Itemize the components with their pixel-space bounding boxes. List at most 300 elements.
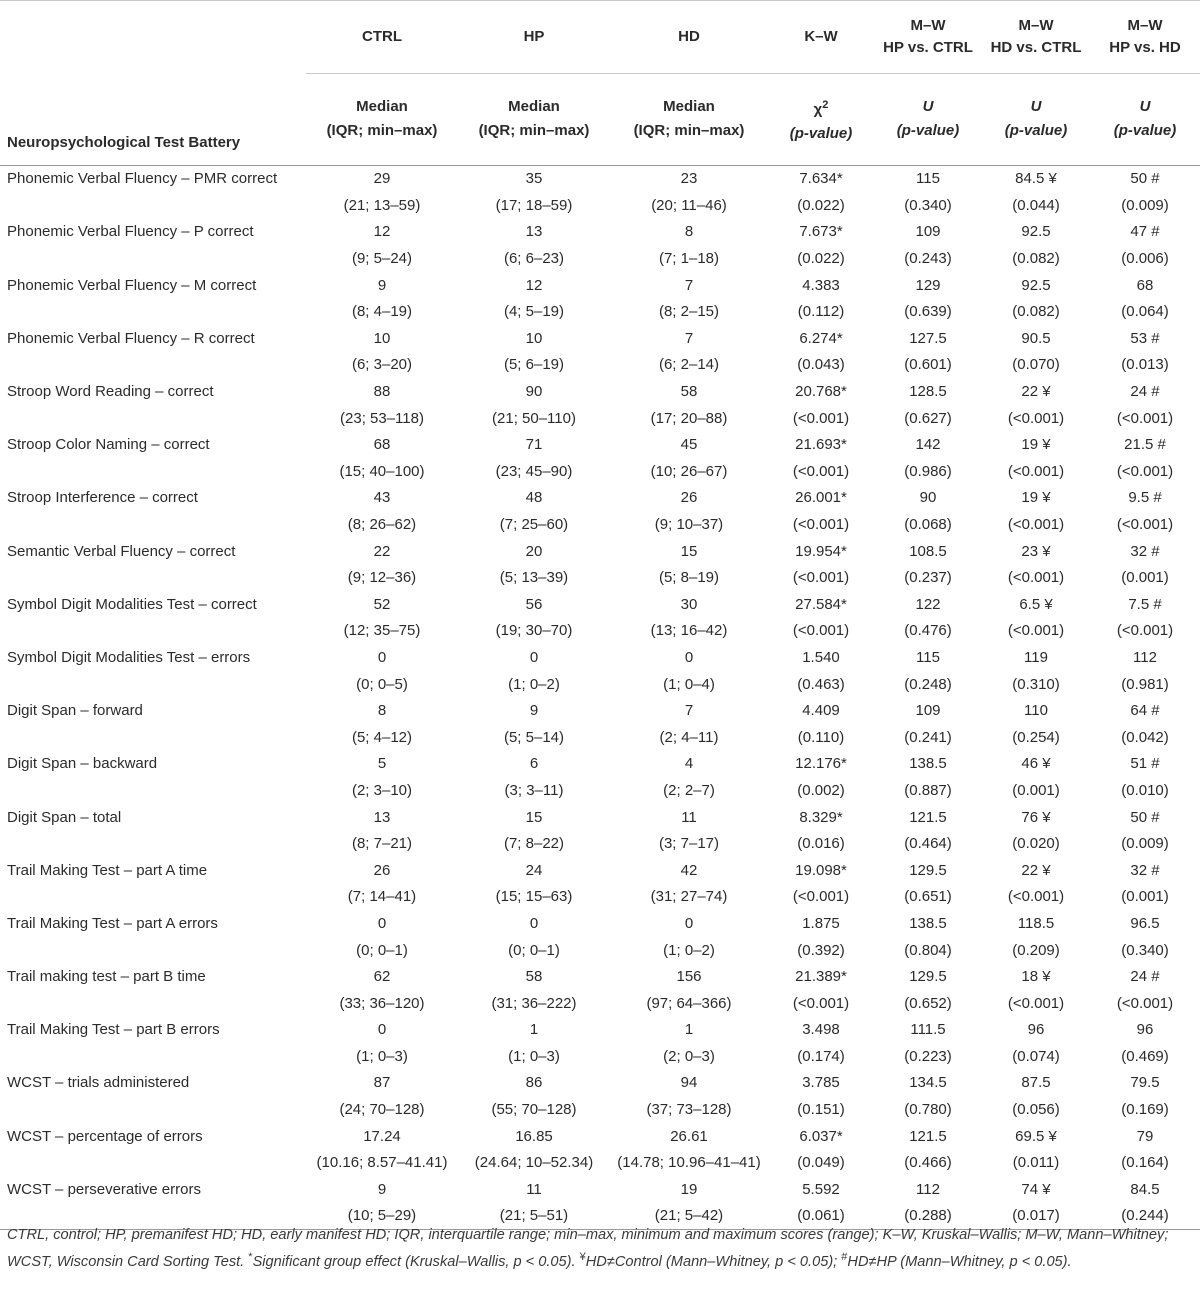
cell-detail: (10; 26–67) (650, 462, 728, 480)
cell-value: 115 (916, 170, 940, 188)
cell-detail: (5; 5–14) (503, 728, 565, 746)
test-name: Digit Span – total (7, 808, 122, 826)
cell-value: 79.5 (1130, 1074, 1160, 1092)
cell-detail: (0.209) (1012, 941, 1060, 959)
table-row (0, 910, 1200, 937)
cell-detail: (14.78; 10.96–41–41) (617, 1154, 761, 1172)
cell-value: 26 (373, 861, 391, 879)
header-group-label: CTRL (362, 28, 402, 45)
empty-cell (0, 458, 306, 485)
cell-value: 7.673* (799, 223, 843, 241)
cell-detail: (0.223) (904, 1047, 952, 1065)
header-group-label: M–W (1018, 17, 1054, 34)
cell-value: 50 # (1130, 808, 1160, 826)
header-stat-mw-hp-ctrl (874, 74, 982, 166)
header-group-hp (458, 1, 610, 74)
cell-detail: (5; 8–19) (658, 569, 720, 587)
cell-detail: (0.013) (1121, 356, 1169, 374)
cell-detail: (1; 0–2) (508, 675, 560, 693)
cell-detail: (2; 3–10) (351, 781, 413, 799)
cell-detail: (6; 3–20) (351, 356, 413, 374)
cell-value: 96.5 (1130, 914, 1160, 932)
cell-detail: (97; 64–366) (646, 994, 732, 1012)
cell-detail: (13; 16–42) (650, 622, 728, 640)
cell-detail: (0.464) (904, 835, 952, 853)
cell-detail: (<0.001) (792, 994, 850, 1012)
cell-value: 22 ¥ (1021, 383, 1051, 401)
table-row-detail (0, 618, 1200, 645)
cell-value: 21.5 # (1124, 436, 1166, 454)
cell-detail: (0.011) (1012, 1154, 1060, 1172)
cell-detail: (0.082) (1012, 303, 1060, 321)
cell-detail: (0.243) (904, 250, 952, 268)
empty-cell (0, 618, 306, 645)
header-stat-sublabel: (p-value) (896, 122, 960, 140)
table-row-detail (0, 352, 1200, 379)
cell-detail: (0.022) (797, 196, 845, 214)
cell-detail: (8; 2–15) (658, 303, 720, 321)
empty-cell (0, 245, 306, 272)
header-stat-hp (458, 74, 610, 166)
table-row-detail (0, 830, 1200, 857)
cell-detail: (2; 4–11) (659, 728, 719, 746)
cell-detail: (0.169) (1121, 1101, 1169, 1119)
test-name: Phonemic Verbal Fluency – P correct (7, 223, 254, 241)
cell-detail: (1; 0–4) (663, 675, 715, 693)
cell-detail: (0.804) (904, 941, 952, 959)
cell-detail: (0.151) (797, 1101, 845, 1119)
header-stat-ctrl (306, 74, 458, 166)
cell-detail: (0.049) (797, 1154, 845, 1172)
cell-value: 79 (1136, 1127, 1154, 1145)
header-stat-sublabel: (IQR; min–max) (478, 122, 590, 140)
cell-detail: (<0.001) (792, 516, 850, 534)
table-row-detail (0, 298, 1200, 325)
cell-value: 19.098* (795, 861, 847, 879)
header-stat-label: Median (356, 98, 408, 116)
cell-value: 4.383 (802, 276, 840, 294)
table-row (0, 431, 1200, 458)
cell-detail: (0.248) (904, 675, 952, 693)
cell-value: 90 (525, 383, 543, 401)
cell-detail: (<0.001) (1116, 409, 1174, 427)
cell-value: 0 (377, 914, 387, 932)
cell-detail: (0.009) (1121, 835, 1169, 853)
cell-value: 86 (525, 1074, 543, 1092)
cell-value: 8 (377, 702, 387, 720)
cell-detail: (<0.001) (1116, 994, 1174, 1012)
footnote-abbreviations: CTRL, control; HP, premanifest HD; HD, early manifest HD; IQR, interquartile range; min–max, minimum and maximum scores (range); K–W, Kruskal–Wallis; M–W, Mann–Whitney; WCST, Wisconsin Card Sorting Test. (7, 1227, 1169, 1270)
cell-value: 129.5 (909, 968, 947, 986)
cell-value: 18 ¥ (1021, 968, 1051, 986)
cell-value: 9.5 # (1128, 489, 1162, 507)
header-group-label: K–W (804, 28, 838, 45)
table-row (0, 591, 1200, 618)
cell-detail: (3; 7–17) (658, 835, 720, 853)
cell-value: 127.5 (909, 329, 947, 347)
cell-detail: (21; 5–42) (610, 1203, 768, 1230)
cell-detail: (9; 12–36) (347, 569, 417, 587)
cell-value: 7.5 # (1128, 595, 1162, 613)
empty-cell (0, 1149, 306, 1176)
test-name: Digit Span – backward (7, 755, 158, 773)
cell-detail: (12; 35–75) (343, 622, 421, 640)
cell-value: 64 # (1130, 702, 1160, 720)
cell-detail: (31; 36–222) (491, 994, 577, 1012)
cell-value: 24 # (1130, 383, 1160, 401)
table-row-detail (0, 405, 1200, 432)
empty-cell (0, 1096, 306, 1123)
cell-value: 58 (680, 383, 698, 401)
test-name: Trail Making Test – part A errors (7, 914, 218, 932)
header-stat-mw-hd-ctrl (982, 74, 1090, 166)
cell-detail: (21; 13–59) (343, 196, 421, 214)
cell-detail: (0.082) (1012, 250, 1060, 268)
cell-detail: (0.001) (1012, 781, 1060, 799)
cell-value: 26.61 (670, 1127, 708, 1145)
table-row-detail (0, 564, 1200, 591)
cell-value: 19 (680, 1180, 698, 1198)
table-row-detail (0, 724, 1200, 751)
cell-detail: (6; 2–14) (658, 356, 720, 374)
cell-value: 13 (525, 223, 543, 241)
header-stat-label: U (1030, 98, 1042, 116)
header-group-label: HD (678, 28, 700, 45)
table-row (0, 219, 1200, 246)
cell-detail: (0.043) (797, 356, 845, 374)
cell-detail: (<0.001) (1116, 516, 1174, 534)
cell-value: 56 (525, 595, 543, 613)
table-row-detail (0, 937, 1200, 964)
cell-value: 121.5 (909, 1127, 947, 1145)
cell-detail: (0.001) (1121, 569, 1169, 587)
cell-value: 90.5 (1021, 329, 1051, 347)
test-name: Phonemic Verbal Fluency – PMR correct (7, 170, 278, 188)
header-group-comparison: HP vs. CTRL (883, 39, 973, 56)
cell-value: 45 (680, 436, 698, 454)
footnote-symbol: * (248, 1250, 253, 1263)
cell-value: 108.5 (909, 542, 947, 560)
test-name: Phonemic Verbal Fluency – M correct (7, 276, 257, 294)
header-group-kw (768, 1, 874, 74)
cell-detail: (0; 0–1) (508, 941, 560, 959)
cell-detail: (0.006) (1121, 250, 1169, 268)
header-row-stats (0, 74, 1200, 166)
footnote-text: Significant group effect (Kruskal–Wallis, p < 0.05). (252, 1253, 580, 1270)
test-name: Trail Making Test – part B errors (7, 1021, 220, 1039)
cell-value: 128.5 (909, 383, 947, 401)
cell-value: 90 (919, 489, 937, 507)
cell-value: 24 (525, 861, 543, 879)
header-stat-label: Median (508, 98, 560, 116)
cell-detail: (0.651) (904, 888, 952, 906)
table-row (0, 697, 1200, 724)
cell-value: 84.5 ¥ (1015, 170, 1057, 188)
cell-detail: (0.627) (904, 409, 952, 427)
cell-value: 156 (676, 968, 702, 986)
empty-cell (0, 511, 306, 538)
test-name: Symbol Digit Modalities Test – errors (7, 648, 251, 666)
cell-detail: (24.64; 10–52.34) (474, 1154, 594, 1172)
cell-value: 46 ¥ (1021, 755, 1051, 773)
cell-detail: (0.001) (1121, 888, 1169, 906)
cell-value: 7 (684, 702, 694, 720)
test-name: WCST – trials administered (7, 1074, 190, 1092)
table-row (0, 644, 1200, 671)
cell-value: 58 (525, 968, 543, 986)
cell-detail: (0.652) (904, 994, 952, 1012)
cell-value: 0 (377, 648, 387, 666)
cell-value: 6 (529, 755, 539, 773)
cell-detail: (17; 18–59) (495, 196, 573, 214)
header-stat-sublabel: (IQR; min–max) (326, 122, 438, 140)
cell-detail: (15; 15–63) (495, 888, 573, 906)
cell-detail: (1; 0–2) (663, 941, 715, 959)
cell-detail: (17; 20–88) (650, 409, 728, 427)
header-stat-sublabel: (p-value) (1004, 122, 1068, 140)
cell-detail: (0.237) (904, 569, 952, 587)
header-stat-sublabel: (p-value) (789, 124, 853, 142)
cell-detail: (0.017) (982, 1203, 1090, 1230)
test-name: Stroop Color Naming – correct (7, 436, 210, 454)
cell-detail: (<0.001) (792, 409, 850, 427)
cell-detail: (0.174) (797, 1047, 845, 1065)
cell-detail: (6; 6–23) (503, 250, 565, 268)
cell-value: 43 (373, 489, 391, 507)
cell-detail: (0.074) (1012, 1047, 1060, 1065)
cell-value: 47 # (1130, 223, 1160, 241)
cell-value: 26 (680, 489, 698, 507)
cell-detail: (10.16; 8.57–41.41) (316, 1154, 448, 1172)
header-group-mw-hp-hd (1090, 1, 1200, 74)
cell-value: 26.001* (795, 489, 847, 507)
header-group-mw-hp-ctrl (874, 1, 982, 74)
cell-value: 87 (373, 1074, 391, 1092)
table-row (0, 325, 1200, 352)
cell-value: 53 # (1130, 329, 1160, 347)
cell-value: 15 (525, 808, 543, 826)
table-row-detail (0, 1043, 1200, 1070)
cell-detail: (0.288) (874, 1203, 982, 1230)
cell-detail: (0; 0–1) (356, 941, 408, 959)
cell-detail: (0.002) (797, 781, 845, 799)
cell-value: 35 (525, 170, 543, 188)
empty-cell (0, 884, 306, 911)
cell-value: 71 (525, 436, 543, 454)
cell-detail: (33; 36–120) (339, 994, 425, 1012)
cell-detail: (0.112) (797, 303, 845, 321)
cell-value: 0 (684, 914, 694, 932)
cell-detail: (<0.001) (1007, 888, 1065, 906)
cell-detail: (0.469) (1121, 1047, 1169, 1065)
cell-detail: (8; 4–19) (351, 303, 413, 321)
cell-value: 129 (915, 276, 941, 294)
table-body (0, 165, 1200, 1230)
cell-value: 129.5 (909, 861, 947, 879)
table-row-detail (0, 458, 1200, 485)
cell-value: 10 (525, 329, 543, 347)
table-row (0, 1017, 1200, 1044)
cell-detail: (<0.001) (1116, 462, 1174, 480)
cell-detail: (0.254) (1012, 728, 1060, 746)
header-group-comparison: HD vs. CTRL (990, 39, 1082, 56)
cell-detail: (0.310) (1012, 675, 1060, 693)
cell-value: 112 (1133, 648, 1157, 666)
cell-detail: (0.044) (1012, 196, 1060, 214)
cell-detail: (0.476) (904, 622, 952, 640)
cell-detail: (<0.001) (1007, 462, 1065, 480)
table-footnote (7, 1225, 1193, 1273)
empty-cell (0, 192, 306, 219)
cell-value: 8.329* (799, 808, 843, 826)
cell-value: 13 (373, 808, 391, 826)
cell-value: 0 (684, 648, 694, 666)
cell-detail: (0.463) (797, 675, 845, 693)
test-name: Digit Span – forward (7, 702, 143, 720)
cell-detail: (<0.001) (792, 462, 850, 480)
cell-detail: (21; 5–51) (458, 1203, 610, 1230)
cell-value: 0 (377, 1021, 387, 1039)
header-stat-sublabel: (IQR; min–max) (633, 122, 745, 140)
cell-value: 7 (684, 329, 694, 347)
cell-value: 23 (680, 170, 698, 188)
table-row-detail (0, 1096, 1200, 1123)
cell-value: 21.693* (795, 436, 847, 454)
cell-value: 111.5 (910, 1021, 946, 1039)
test-name: Trail making test – part B time (7, 968, 206, 986)
cell-value: 6.037* (799, 1127, 843, 1145)
cell-value: 68 (1136, 276, 1154, 294)
cell-value: 17.24 (363, 1127, 401, 1145)
cell-value: 20.768* (795, 383, 847, 401)
cell-detail: (20; 11–46) (651, 196, 727, 214)
cell-detail: (<0.001) (1116, 622, 1174, 640)
cell-detail: (2; 0–3) (663, 1047, 715, 1065)
cell-detail: (8; 26–62) (347, 516, 417, 534)
cell-detail: (<0.001) (1007, 622, 1065, 640)
cell-detail: (0.064) (1121, 303, 1169, 321)
cell-detail: (0.061) (768, 1203, 874, 1230)
header-group-mw-hd-ctrl (982, 1, 1090, 74)
cell-value: 12.176* (795, 755, 847, 773)
cell-detail: (31; 27–74) (650, 888, 728, 906)
empty-cell (0, 405, 306, 432)
cell-value: 16.85 (515, 1127, 553, 1145)
cell-value: 5 (377, 755, 387, 773)
test-name: WCST – perseverative errors (7, 1180, 201, 1198)
cell-detail: (2; 2–7) (663, 781, 715, 799)
cell-detail: (0.110) (797, 728, 845, 746)
cell-value: 142 (915, 436, 941, 454)
cell-value: 6.274* (799, 329, 843, 347)
cell-value: 115 (916, 648, 940, 666)
empty-cell (0, 777, 306, 804)
cell-value: 96 (1136, 1021, 1154, 1039)
header-group-hd (610, 1, 768, 74)
cell-detail: (0.887) (904, 781, 952, 799)
cell-value: 48 (525, 489, 543, 507)
cell-value: 62 (373, 968, 391, 986)
header-stat-hd (610, 74, 768, 166)
table-row-detail (0, 777, 1200, 804)
cell-value: 138.5 (909, 914, 947, 932)
empty-cell (0, 352, 306, 379)
cell-detail: (19; 30–70) (495, 622, 573, 640)
cell-value: 4 (684, 755, 694, 773)
footnote-symbol: ¥ (579, 1250, 586, 1263)
cell-value: 11 (681, 808, 697, 826)
cell-value: 69.5 ¥ (1015, 1127, 1057, 1145)
cell-value: 21.389* (795, 968, 847, 986)
header-stat-label: Median (663, 98, 715, 116)
table-row (0, 538, 1200, 565)
cell-value: 87.5 (1021, 1074, 1051, 1092)
header-stat-label: U (922, 98, 934, 116)
table-row (0, 485, 1200, 512)
test-name: Phonemic Verbal Fluency – R correct (7, 329, 255, 347)
cell-value: 1 (529, 1021, 539, 1039)
cell-detail: (0.068) (904, 516, 952, 534)
table-row (0, 963, 1200, 990)
cell-detail: (4; 5–19) (503, 303, 565, 321)
cell-detail: (0.392) (797, 941, 845, 959)
cell-detail: (<0.001) (792, 622, 850, 640)
cell-detail: (5; 4–12) (351, 728, 413, 746)
cell-detail: (1; 0–3) (508, 1047, 560, 1065)
cell-detail: (23; 53–118) (340, 409, 424, 427)
table-row-detail (0, 884, 1200, 911)
cell-value: 119 (1024, 648, 1048, 666)
cell-detail: (0.020) (1012, 835, 1060, 853)
table-header (0, 1, 1200, 166)
table-row-detail (0, 245, 1200, 272)
cell-value: 29 (373, 170, 391, 188)
cell-detail: (0.070) (1012, 356, 1060, 374)
cell-value: 1 (684, 1021, 694, 1039)
table-row (0, 272, 1200, 299)
cell-detail: (7; 1–18) (658, 250, 720, 268)
cell-detail: (0.241) (904, 728, 952, 746)
header-group-ctrl (306, 1, 458, 74)
table-row (0, 1176, 1200, 1203)
cell-detail: (0.340) (904, 196, 952, 214)
cell-value: 1.540 (802, 648, 840, 666)
header-row-groups (0, 1, 1200, 74)
cell-value: 92.5 (1021, 276, 1051, 294)
table-row-detail (0, 192, 1200, 219)
cell-detail: (0.042) (1121, 728, 1169, 746)
empty-cell (0, 937, 306, 964)
cell-value: 11 (526, 1180, 542, 1198)
cell-detail: (0.639) (904, 303, 952, 321)
cell-value: 23 ¥ (1021, 542, 1051, 560)
footnote-text: HD≠Control (Mann–Whitney, p < 0.05); (585, 1253, 842, 1270)
table-row (0, 751, 1200, 778)
header-stat-superscript: 2 (822, 98, 829, 111)
header-group-label: M–W (1127, 17, 1163, 34)
cell-detail: (55; 70–128) (491, 1101, 577, 1119)
cell-detail: (10; 5–29) (306, 1203, 458, 1230)
cell-value: 15 (680, 542, 698, 560)
empty-cell (0, 724, 306, 751)
cell-value: 84.5 (1130, 1180, 1160, 1198)
cell-value: 109 (915, 702, 941, 720)
cell-detail: (1; 0–3) (356, 1047, 408, 1065)
cell-detail: (<0.001) (1007, 569, 1065, 587)
cell-value: 68 (373, 436, 391, 454)
cell-value: 9 (529, 702, 539, 720)
cell-value: 32 # (1130, 861, 1160, 879)
